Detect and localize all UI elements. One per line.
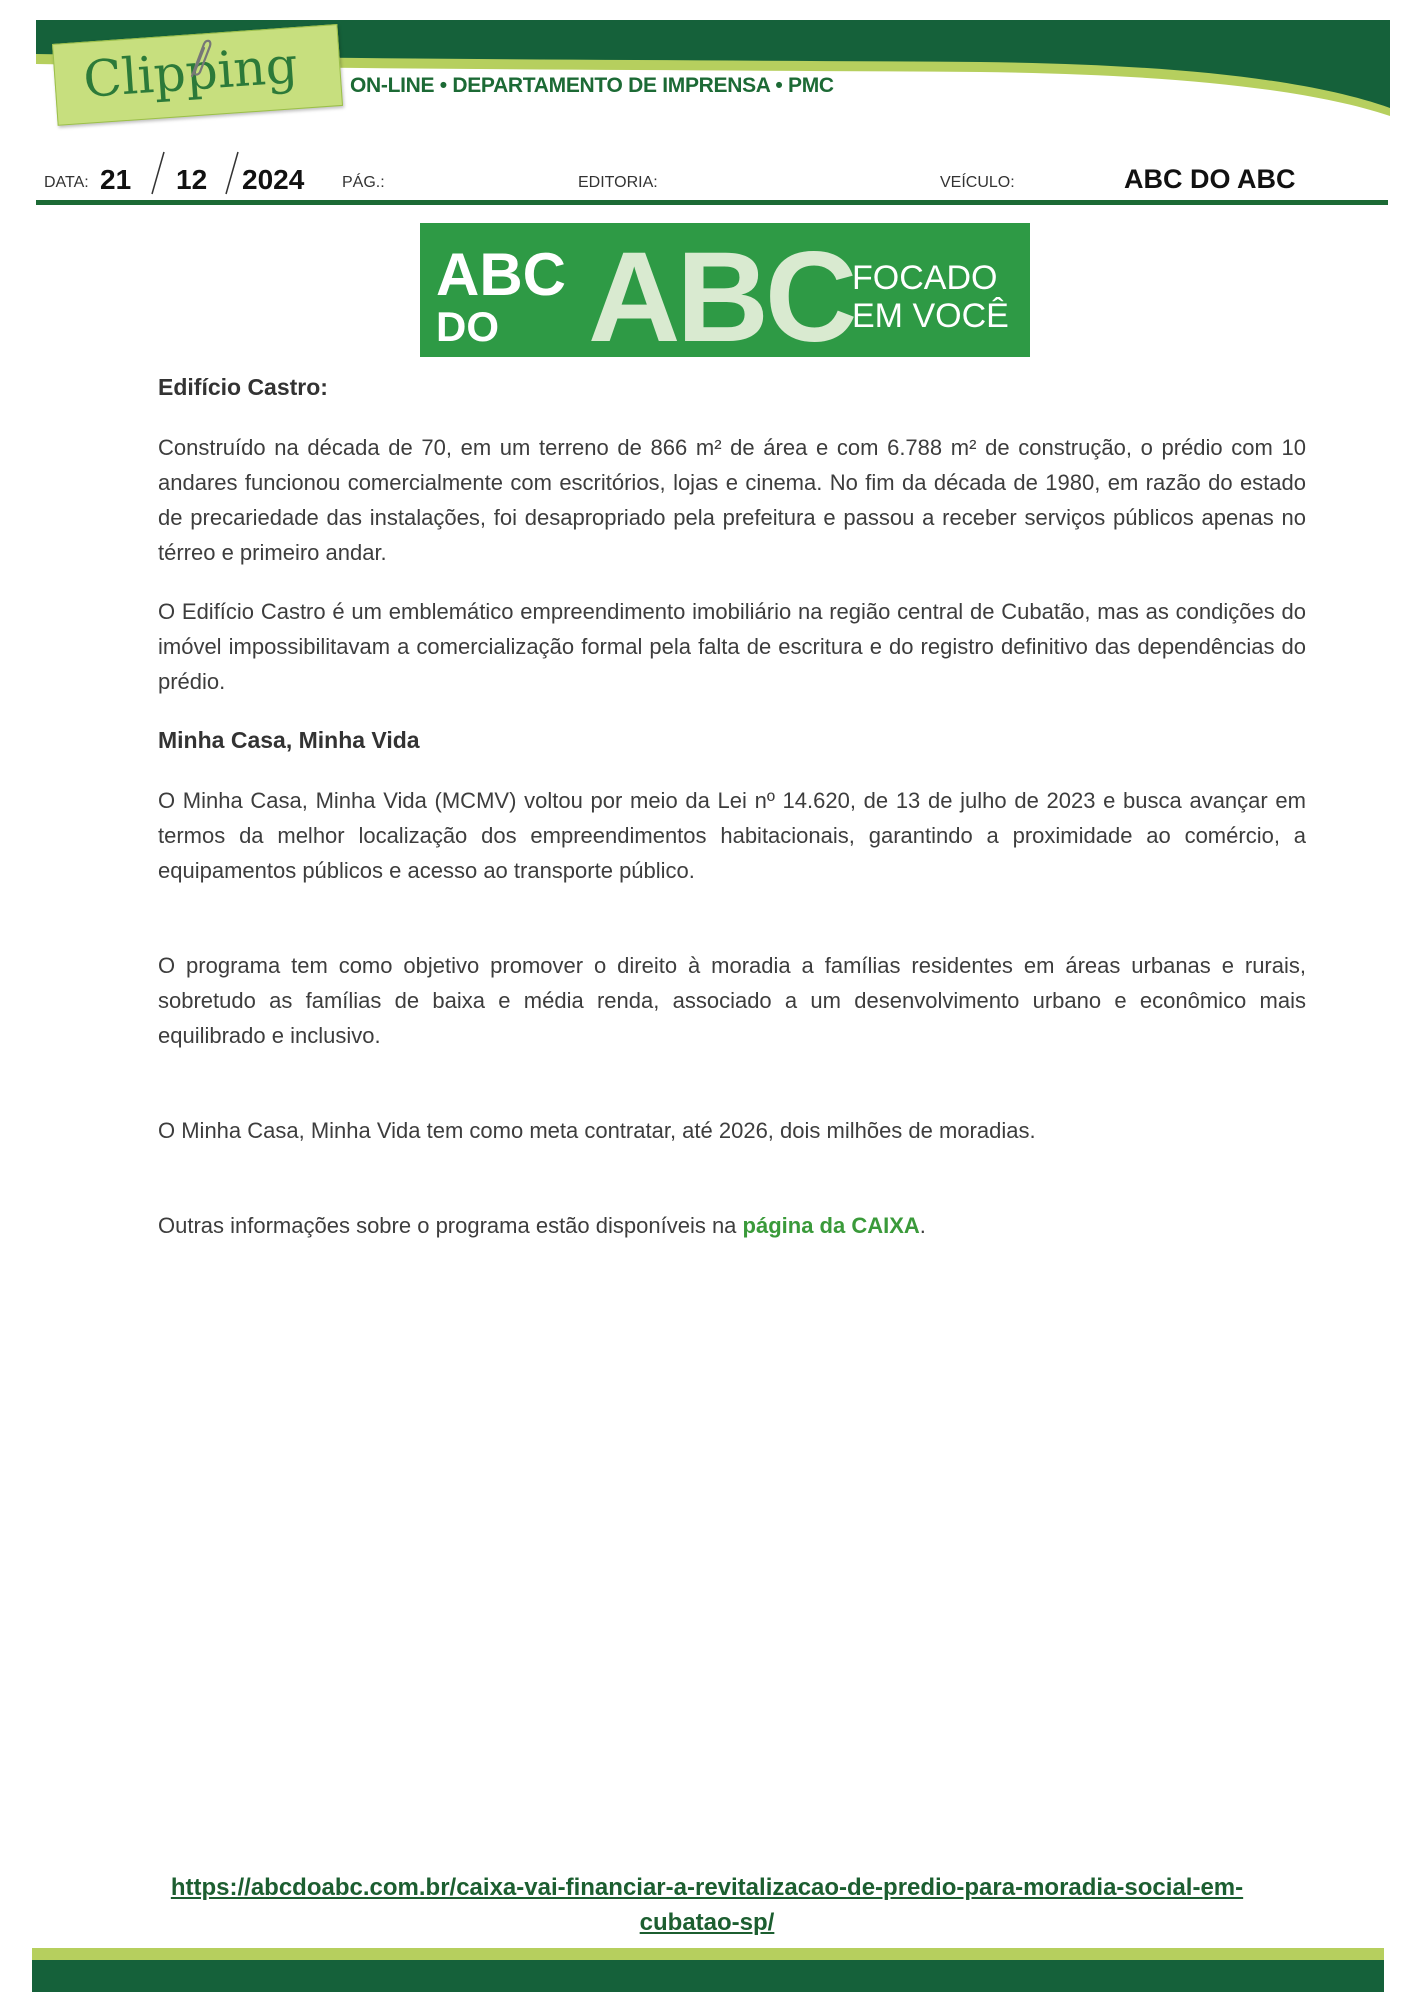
more-info-end: . [919,1213,926,1238]
abc-do-abc-logo [420,223,1030,357]
source-url-line-2[interactable]: cubatao-sp/ [639,1909,775,1936]
article-body [158,370,1306,1243]
paperclip-icon [184,36,214,82]
logo-abc-small: ABC [436,241,566,308]
paragraph-construction: Construído na década de 70, em um terreno de 866 m² de área e com 6.788 m² de construção, o prédio com 10 andares funcionou comercialmente com escritórios, lojas e cinema. No fim da década de 1980, em razão do estado de precariedade das instalações, foi desapropriado pela prefeitura e passou a receber serviços públicos apenas no térreo e primeiro andar. [158,435,1306,565]
date-month: 12 [176,164,208,195]
source-url-line-1[interactable]: https://abcdoabc.com.br/caixa-vai-financiar-a-revitalizacao-de-predio-para-moradia-social-em- [170,1874,1244,1901]
logo-do: DO [436,303,499,350]
veiculo-label: VEÍCULO: [940,174,1015,191]
veiculo-value: ABC DO ABC [1124,164,1296,194]
caixa-page-link[interactable]: página da CAIXA [742,1213,920,1238]
clipping-label: Clipping [81,35,300,109]
page-label: PÁG.: [342,174,385,191]
meta-row [0,140,1414,206]
date-year: 2024 [242,164,305,195]
date-separator-icon [148,148,168,198]
paragraph-mcmv-law: O Minha Casa, Minha Vida (MCMV) voltou por meio da Lei nº 14.620, de 13 de julho de 2023 e busca avançar em termos da melhor localização dos empreendimentos habitacionais, garantindo a proximidade ao comércio, a equipamentos públicos e acesso ao transporte público. [158,788,1306,883]
footer-light-band [32,1948,1384,1960]
heading-minha-casa: Minha Casa, Minha Vida [158,727,420,753]
logo-tagline-1: FOCADO [852,259,998,297]
logo-abc-big: ABC [588,226,854,357]
date-day: 21 [100,164,132,195]
heading-edificio-castro: Edifício Castro: [158,374,328,400]
date-label: DATA: [44,174,89,191]
header-subtitle: ON-LINE • DEPARTAMENTO DE IMPRENSA • PMC [350,74,834,97]
paragraph-more-info [158,1208,1306,1243]
date-separator-icon [222,148,242,198]
paragraph-program-goal: O programa tem como objetivo promover o direito à moradia a famílias residentes em áreas urbanas e rurais, sobretudo as famílias de baixa e média renda, associado a um desenvolvimento urbano e econômico mais equilibrado e inclusivo. [158,953,1306,1048]
footer-dark-band [32,1960,1384,1992]
meta-divider [36,200,1388,205]
more-info-text: Outras informações sobre o programa estão disponíveis na [158,1213,743,1238]
paragraph-edificio: O Edifício Castro é um emblemático empreendimento imobiliário na região central de Cubatão, mas as condições do imóvel impossibilitavam a comercialização formal pela falta de escritura e do registro definitivo das dependências do prédio. [158,599,1306,694]
logo-tagline-2: EM VOCÊ [852,297,1009,335]
abc-logo-graphic [420,223,1030,357]
editoria-label: EDITORIA: [578,174,658,191]
paragraph-target: O Minha Casa, Minha Vida tem como meta contratar, até 2026, dois milhões de moradias. [158,1118,1036,1143]
source-url-link[interactable] [100,1870,1314,1940]
